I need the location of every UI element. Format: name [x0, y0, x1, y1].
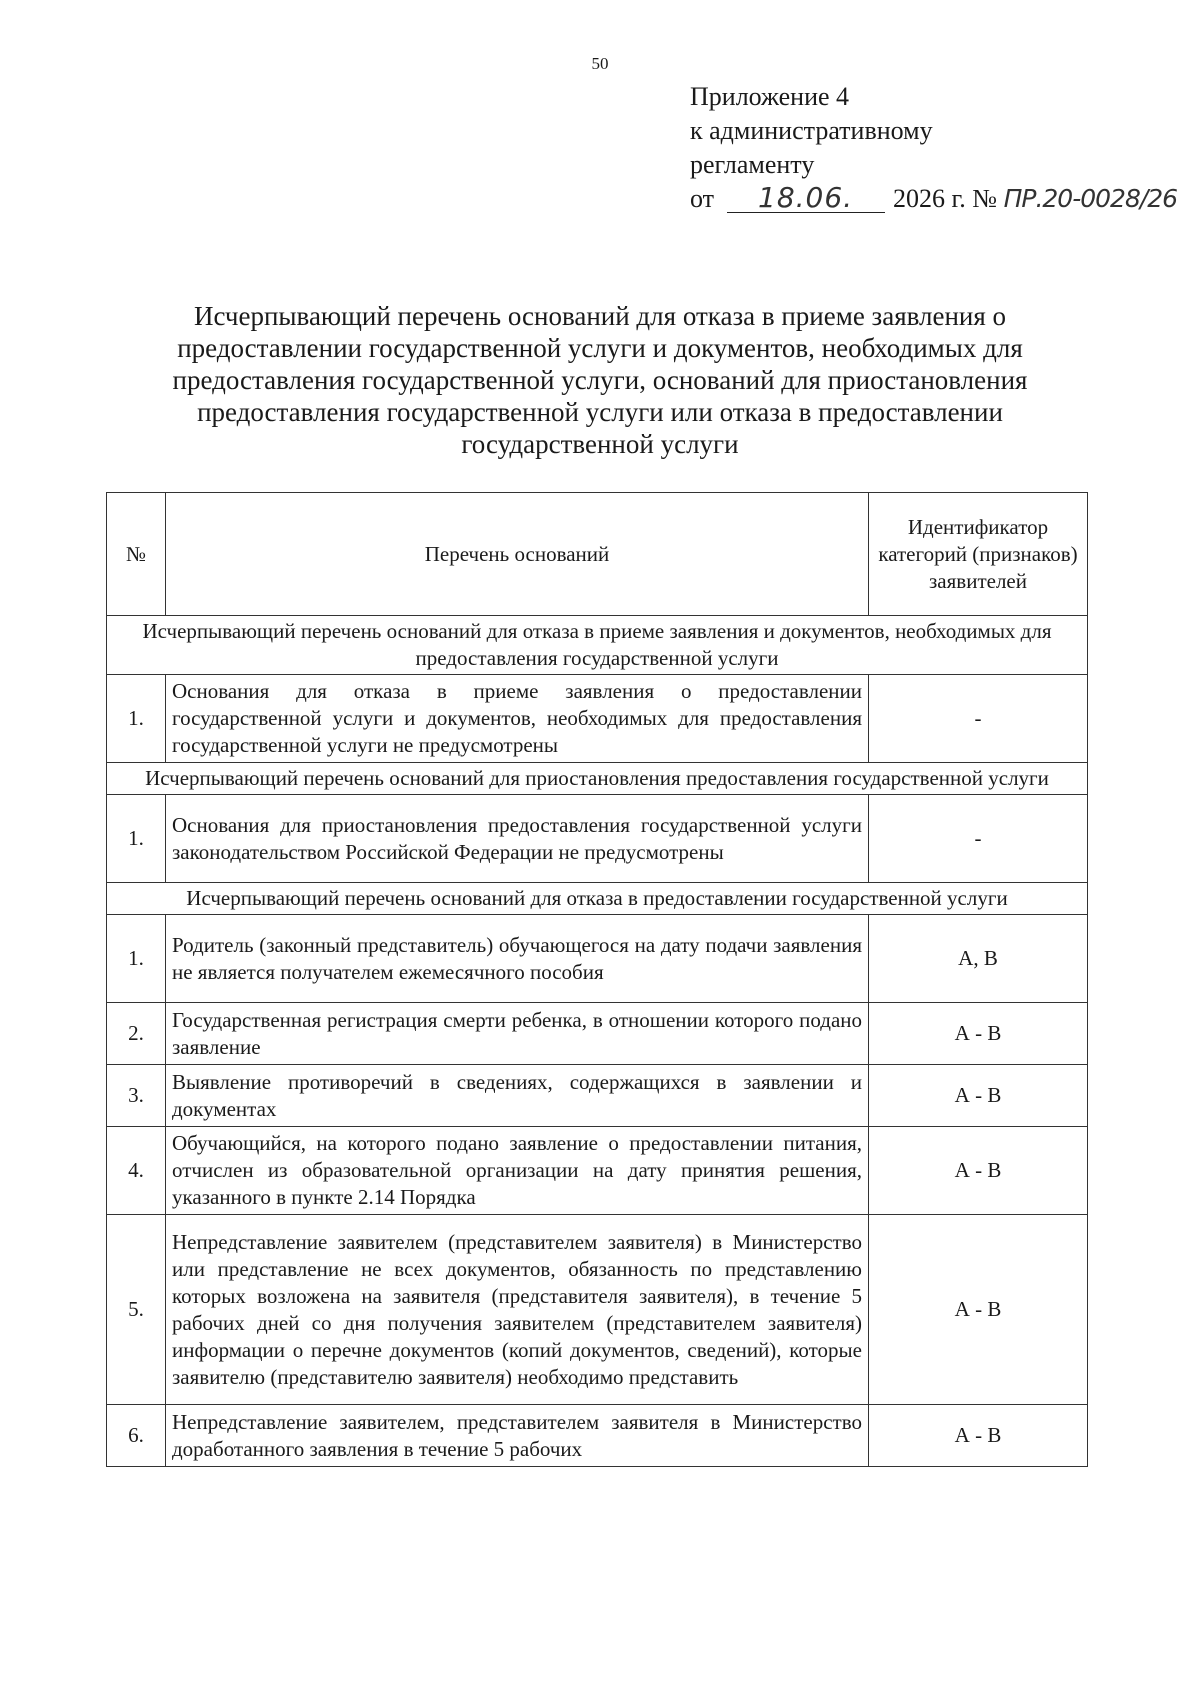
section-heading: Исчерпывающий перечень оснований для приостановления предоставления государственной услуги [107, 763, 1088, 795]
table-row [107, 915, 1088, 1003]
row-id: А - В [869, 1127, 1088, 1215]
row-text: Родитель (законный представитель) обучающегося на дату подачи заявления не является получателем ежемесячного пособия [166, 915, 869, 1003]
row-text: Основания для приостановления предоставления государственной услуги законодательством Российской Федерации не предусмотрены [166, 795, 869, 883]
row-num: 6. [107, 1405, 166, 1467]
section-heading-row [107, 616, 1088, 675]
row-num: 4. [107, 1127, 166, 1215]
row-num: 5. [107, 1215, 166, 1405]
row-id: А - В [869, 1065, 1088, 1127]
row-text: Основания для отказа в приеме заявления о предоставлении государственной услуги и документов, необходимых для предоставления государственной услуги не предусмотрены [166, 675, 869, 763]
handwritten-number: ПР.20-0028/26 [1003, 184, 1178, 213]
row-num: 3. [107, 1065, 166, 1127]
page-number: 50 [591, 54, 609, 73]
table-row [107, 1127, 1088, 1215]
table-row [107, 675, 1088, 763]
row-id: А - В [869, 1405, 1088, 1467]
section-heading-row [107, 763, 1088, 795]
row-text: Государственная регистрация смерти ребенка, в отношении которого подано заявление [166, 1003, 869, 1065]
header-identifier: Идентификатор категорий (признаков) заявителей [869, 493, 1088, 616]
header-reasons: Перечень оснований [166, 493, 869, 616]
row-num: 1. [107, 795, 166, 883]
section-heading: Исчерпывающий перечень оснований для отказа в предоставлении государственной услуги [107, 883, 1088, 915]
document-title: Исчерпывающий перечень оснований для отказа в приеме заявления о предоставлении государственной услуги и документов, необходимых для предоставления государственной услуги, оснований для приостановления предоставления государственной услуги или отказа в предоставлении государственной услуги [172, 301, 1028, 459]
appendix-title: Приложение 4 [690, 82, 850, 111]
appendix-ref-cont: регламенту [690, 150, 815, 179]
table-row [107, 1065, 1088, 1127]
row-id: А - В [869, 1003, 1088, 1065]
appendix-block [690, 80, 1190, 216]
header-num: № [107, 493, 166, 616]
table-row [107, 1405, 1088, 1467]
row-text: Выявление противоречий в сведениях, содержащихся в заявлении и документах [166, 1065, 869, 1127]
row-id: А, В [869, 915, 1088, 1003]
row-num: 2. [107, 1003, 166, 1065]
table-header-row [107, 493, 1088, 616]
section-heading-row [107, 883, 1088, 915]
table-row [107, 1003, 1088, 1065]
appendix-date-line [690, 182, 1190, 216]
row-text: Непредставление заявителем, представителем заявителя в Министерство доработанного заявления в течение 5 рабочих [166, 1405, 869, 1467]
appendix-ref: к административному [690, 116, 933, 145]
from-label: от [690, 184, 715, 213]
row-id: - [869, 675, 1088, 763]
table-row [107, 1215, 1088, 1405]
row-num: 1. [107, 915, 166, 1003]
year-label: 2026 г. № [893, 184, 998, 213]
row-text: Обучающийся, на которого подано заявление о предоставлении питания, отчислен из образовательной организации на дату принятия решения, указанного в пункте 2.14 Порядка [166, 1127, 869, 1215]
row-id: - [869, 795, 1088, 883]
handwritten-date: 18.06. [727, 184, 885, 213]
row-text: Непредставление заявителем (представителем заявителя) в Министерство или представление не всех документов, обязанность по представлению которых возложена на заявителя (представителя заявителя), в течение 5 рабочих дней со дня получения заявителем (представителем заявителя) информации о перечне документов (копий документов, сведений), которые заявителю (представителю заявителя) необходимо представить [166, 1215, 869, 1405]
table-row [107, 795, 1088, 883]
reasons-table [106, 492, 1088, 1467]
row-num: 1. [107, 675, 166, 763]
row-id: А - В [869, 1215, 1088, 1405]
section-heading: Исчерпывающий перечень оснований для отказа в приеме заявления и документов, необходимых для предоставления государственной услуги [107, 616, 1088, 675]
